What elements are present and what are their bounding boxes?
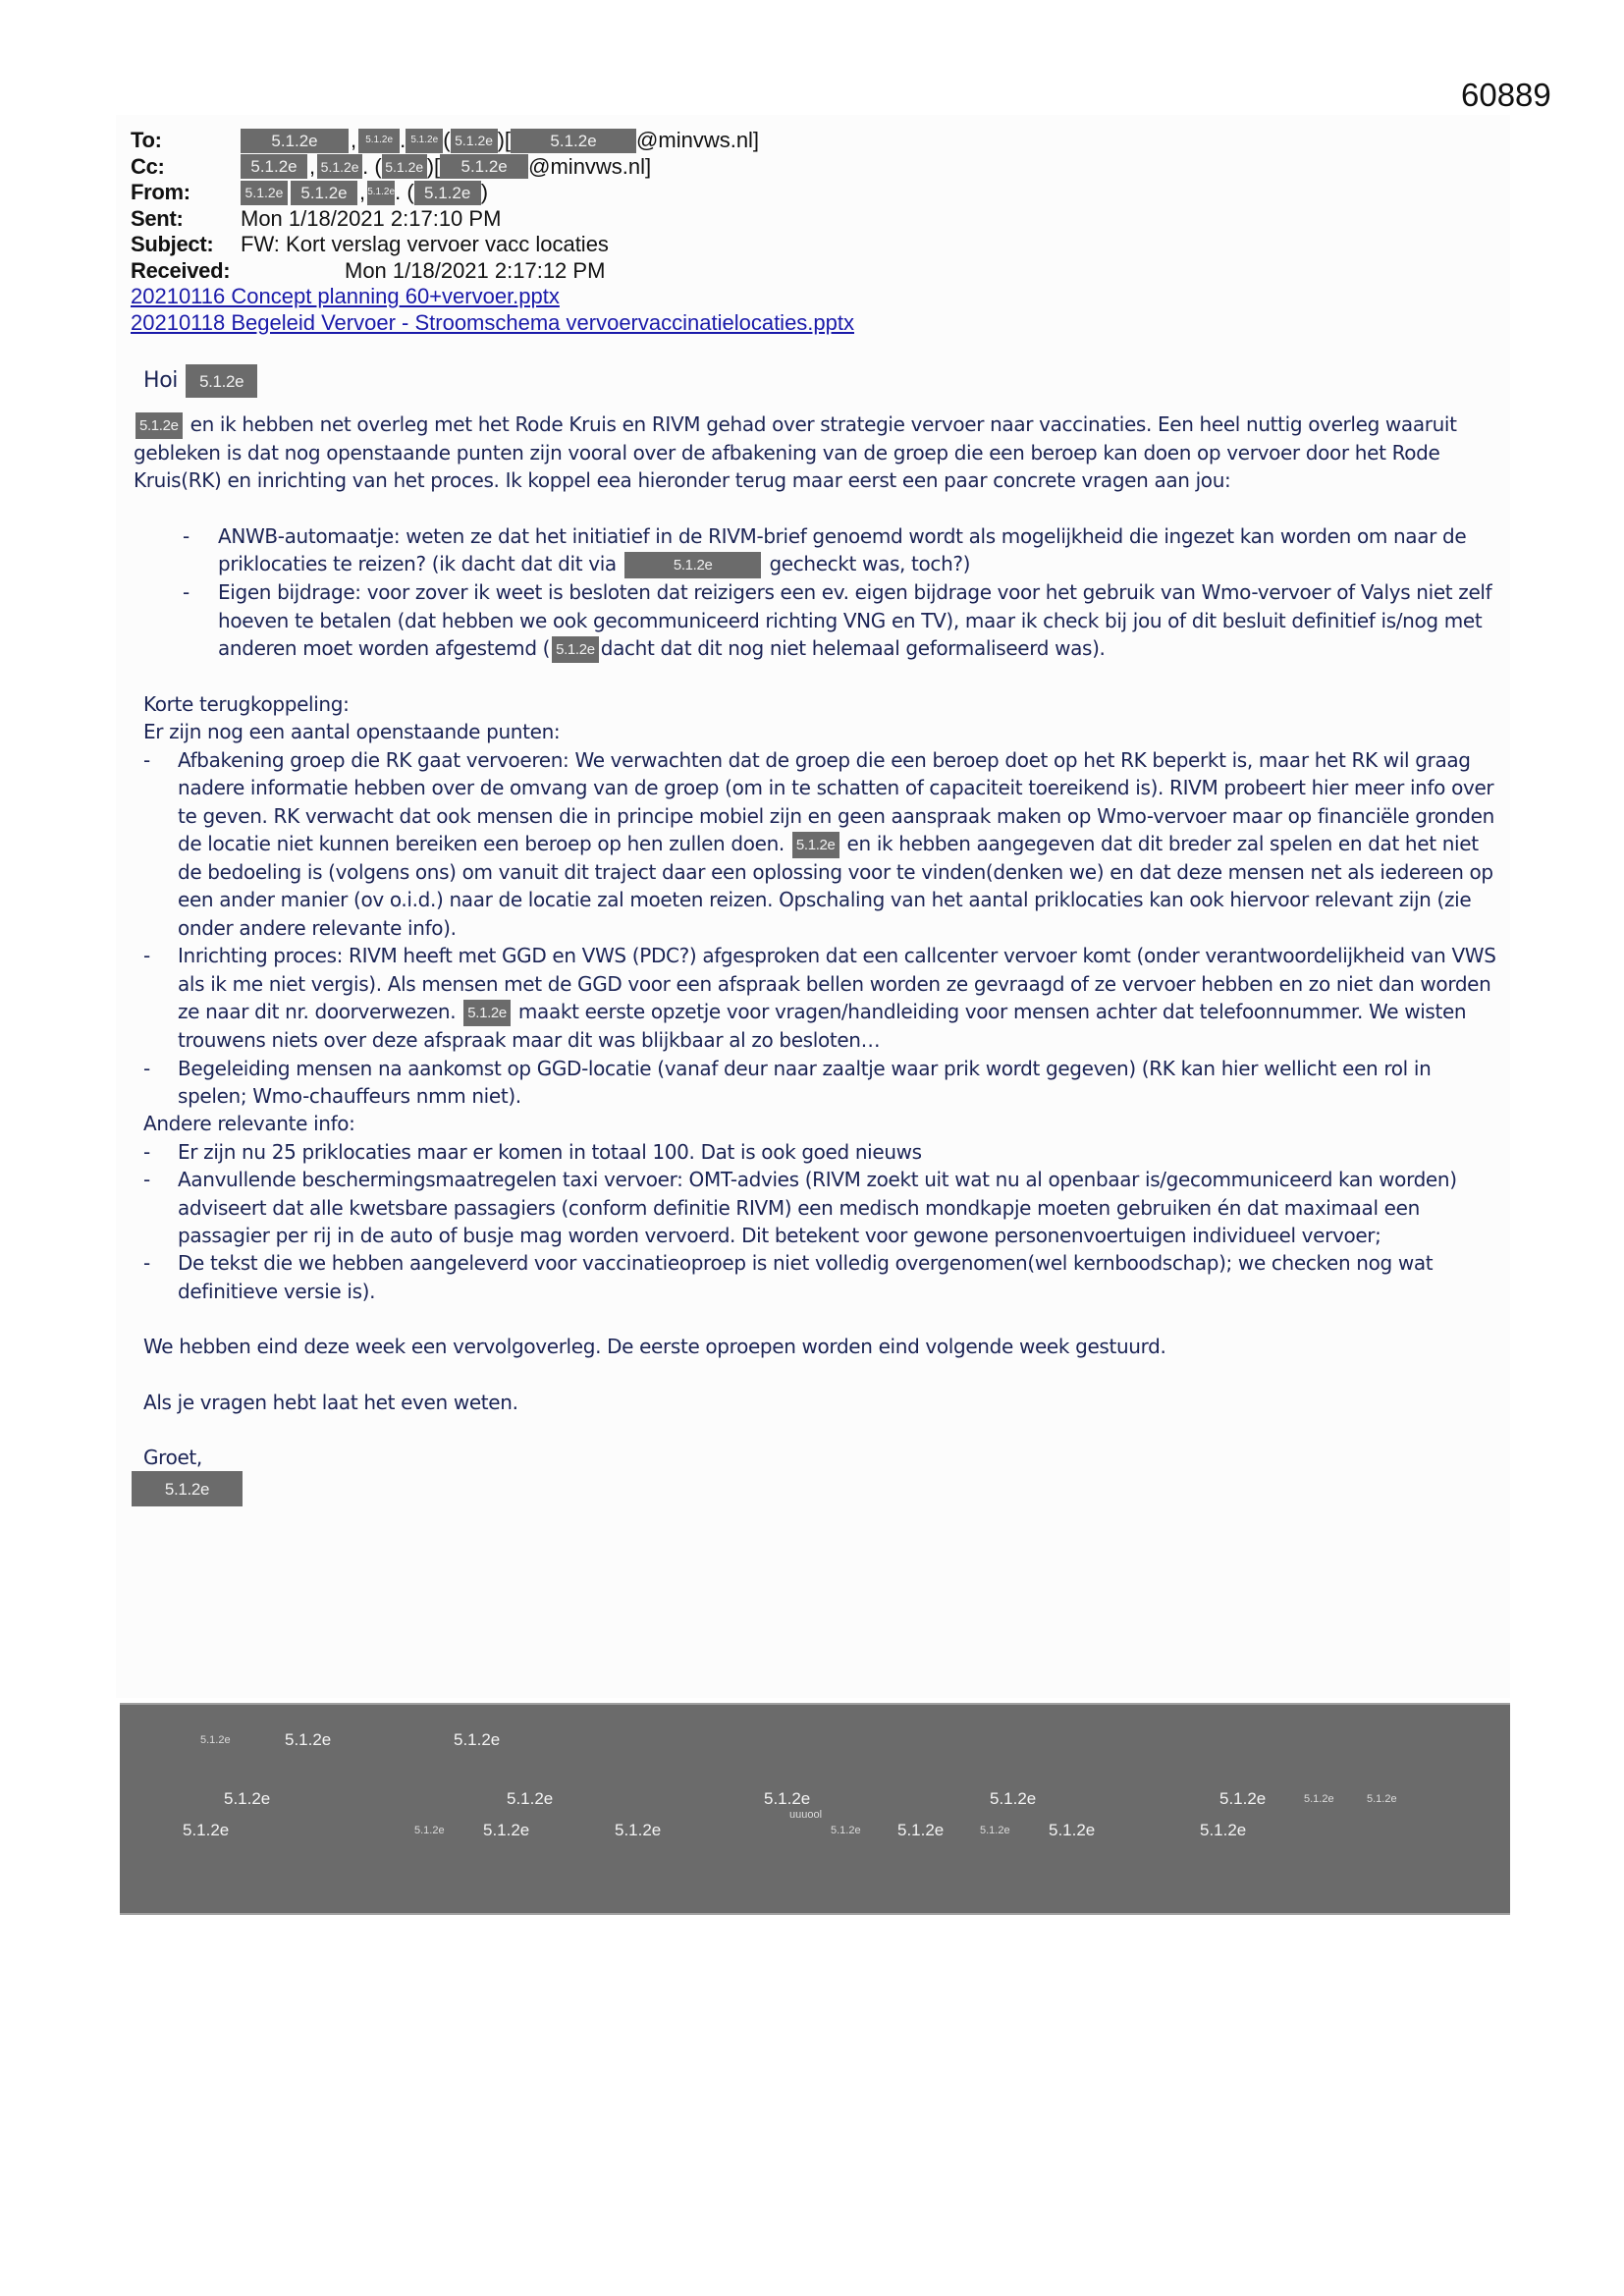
to-label: To:	[131, 128, 162, 152]
list-item	[143, 1055, 1503, 1111]
question-text: gecheckt was, toch?)	[769, 552, 971, 576]
attachment-link[interactable]: 20210116 Concept planning 60+vervoer.pptx	[131, 284, 560, 308]
point-text: en ik hebben aangegeven dat dit breder zal spelen en dat het niet de bedoeling is (volgens ons) om vanuit dit traject daar een oplossing voor te vinden(denken we) en dat deze mensen net als iedereen op een ander manier (ov o.i.d.) naar de locatie zal moeten reizen. Opschaling van het aantal priklocaties kan ook hiervoor relevant zijn (zie onder andere relevante info).	[178, 832, 1493, 940]
intro-paragraph	[134, 410, 1503, 495]
to-domain: @minvws.nl]	[636, 128, 760, 152]
text-fragment: uuuool	[789, 1809, 823, 1821]
subject-label: Subject:	[131, 232, 214, 256]
questions-list	[143, 522, 1503, 663]
subject-value: FW: Kort verslag vervoer vacc locaties	[241, 232, 609, 256]
redaction: 5.1.2e	[414, 181, 481, 205]
redaction-label: 5.1.2e	[183, 1821, 230, 1839]
closing-paragraph: Als je vragen hebt laat het even weten.	[143, 1390, 518, 1414]
question-text: dacht dat dit nog niet helemaal geformaliseerd was).	[600, 636, 1106, 661]
redaction: 5.1.2e	[241, 154, 307, 179]
open-points-list	[143, 746, 1503, 1110]
list-item	[143, 746, 1503, 942]
question-text: Eigen bijdrage: voor zover ik weet is besloten dat reizigers een ev. eigen bijdrage voor het gebruik van Wmo-vervoer of Valys niet zelf hoeven te betalen (dat hebben we ook gecommuniceerd richting VNG en TV), maar ik check bij jou of dit besluit definitief is/nog met anderen moet worden afgestemd (	[218, 580, 1492, 661]
cc-row: Cc: 5.1.2e , 5.1.2e . ( 5.1.2e )[ 5.1.2e @minvws.nl]	[131, 153, 652, 179]
sign-off: Groet,	[143, 1445, 202, 1469]
redaction-label: 5.1.2e	[764, 1789, 811, 1808]
greeting-text: Hoi	[143, 367, 179, 393]
point-text: Afbakening groep die RK gaat vervoeren: We verwachten dat de groep die een beroep doet op het RK beperkt is, maar het RK wil graag nadere informatie hebben over de omvang van de groep (om in te schatten of capaciteit toereikend is). RIVM probeert hier meer info over te geven. RK verwacht dat ook mensen die in principe mobiel zijn en geen aanspraak maken op Wmo-vervoer maar op financiële gronden de locatie niet kunnen bereiken een beroep op hen zullen doen.	[178, 747, 1494, 856]
page-number: 60889	[1461, 77, 1551, 113]
point-text: maakt eerste opzetje voor vragen/handleiding voor mensen achter dat telefoonnummer. We wisten trouwens niets over deze afspraak maar dit was blijkbaar al zo besloten…	[178, 1000, 1467, 1053]
redaction-label: 5.1.2e	[1200, 1821, 1247, 1839]
redaction: 5.1.2e	[241, 181, 288, 205]
redaction-label: 5.1.2e	[285, 1730, 332, 1749]
redaction: 5.1.2e	[511, 129, 636, 153]
redaction-label: 5.1.2e	[897, 1821, 945, 1839]
redaction-label: 5.1.2e	[454, 1730, 501, 1749]
from-label: From:	[131, 180, 190, 204]
redaction-label: 5.1.2e	[414, 1825, 445, 1836]
from-row: From: 5.1.2e 5.1.2e , 5.1.2e . ( 5.1.2e )	[131, 180, 489, 204]
question-text: ANWB-automaatje: weten ze dat het initiatief in de RIVM-brief genoemd wordt als mogelijkheid die ingezet kan worden om naar de priklocaties te reizen? (ik dacht dat dit via	[218, 523, 1467, 576]
redaction-label: 5.1.2e	[483, 1821, 530, 1839]
redacted-signature-block	[120, 1703, 1510, 1915]
redaction: 5.1.2e	[241, 129, 349, 153]
point-text: Begeleiding mensen na aankomst op GGD-locatie (vanaf deur naar zaaltje waar prik wordt gegeven) (RK kan hier wellicht een rol in spelen; Wmo-chauffeurs nmm niet).	[178, 1056, 1432, 1108]
redaction: 5.1.2e	[463, 1000, 511, 1026]
redaction: 5.1.2e	[792, 832, 839, 858]
redaction: 5.1.2e	[382, 154, 427, 179]
redaction: 5.1.2e	[358, 129, 400, 153]
other-info-list	[143, 1138, 1503, 1305]
redaction: 5.1.2e	[440, 154, 528, 179]
redaction-label: 5.1.2e	[507, 1789, 554, 1808]
followup-paragraph: We hebben eind deze week een vervolgoverleg. De eerste oproepen worden eind volgende week gestuurd.	[143, 1335, 1166, 1359]
other-info-heading: Andere relevante info:	[143, 1112, 355, 1136]
redaction-label: 5.1.2e	[990, 1789, 1037, 1808]
redaction-label: 5.1.2e	[1049, 1821, 1096, 1839]
redaction-label: 5.1.2e	[200, 1734, 231, 1746]
redaction: 5.1.2e	[624, 552, 762, 578]
redaction-label: 5.1.2e	[1304, 1793, 1334, 1805]
sent-row	[131, 206, 854, 233]
subject-row	[131, 232, 854, 258]
sent-value: Mon 1/18/2021 2:17:10 PM	[241, 205, 502, 231]
received-label: Received:	[131, 257, 231, 283]
signature-redaction: 5.1.2e	[132, 1471, 243, 1506]
email-body	[134, 363, 1503, 1506]
cc-label: Cc:	[131, 153, 165, 179]
feedback-heading: Korte terugkoppeling:	[143, 692, 350, 717]
redaction-label: 5.1.2e	[224, 1789, 271, 1808]
list-item: - Aanvullende beschermingsmaatregelen taxi vervoer: OMT-advies (RIVM zoekt uit wat nu al openbaar is/gecommuniceerd kan worden) adviseert dat alle kwetsbare passagiers (conform definitie RIVM) een medisch mondkapje moeten gebruiken én dat maximaal een passagier per rij in de auto of busje mag worden vervoerd. Dit betekent voor gewone personenvoertuigen individueel vervoer;	[143, 1166, 1503, 1249]
redaction: 5.1.2e	[291, 181, 357, 205]
list-item	[143, 942, 1503, 1054]
attachment-link[interactable]: 20210118 Begeleid Vervoer - Stroomschema vervoervaccinatielocaties.pptx	[131, 309, 854, 335]
redaction-label: 5.1.2e	[1367, 1793, 1397, 1805]
redaction-label: 5.1.2e	[980, 1825, 1010, 1836]
redaction: 5.1.2e	[186, 364, 257, 398]
redaction: 5.1.2e	[451, 129, 498, 153]
redaction-label: 5.1.2e	[831, 1825, 861, 1836]
email-header	[131, 128, 854, 336]
redaction: 5.1.2e	[406, 129, 443, 153]
point-text: Inrichting proces: RIVM heeft met GGD en VWS (PDC?) afgesproken dat een callcenter vervoer komt (onder verantwoordelijkheid van VWS als ik me niet vergis). Als mensen met de GGD voor een afspraak bellen worden ze gevraagd of ze vervoer hebben en zo niet dan worden ze naar dit nr. doorverwezen.	[178, 944, 1496, 1024]
redaction: 5.1.2e	[135, 412, 183, 439]
received-row	[131, 258, 854, 285]
list-item	[183, 522, 1503, 578]
list-item: - De tekst die we hebben aangeleverd voor vaccinatieoproep is niet volledig overgenomen(wel kernboodschap); we checken nog wat definitieve versie is).	[143, 1249, 1503, 1305]
list-item: - Er zijn nu 25 priklocaties maar er komen in totaal 100. Dat is ook goed nieuws	[143, 1138, 1503, 1166]
sent-label: Sent:	[131, 205, 184, 231]
greeting	[143, 363, 1503, 399]
intro-text: en ik hebben net overleg met het Rode Kruis en RIVM gehad over strategie vervoer naar vaccinaties. Een heel nuttig overleg waaruit gebleken is dat nog openstaande punten zijn vooral over de afbakening van de groep die een beroep kan doen op vervoer door het Rode Kruis(RK) en inrichting van het proces. Ik koppel eea hieronder terug maar eerst een paar concrete vragen aan jou:	[134, 412, 1457, 493]
open-points-heading: Er zijn nog een aantal openstaande punten:	[143, 720, 561, 744]
redaction: 5.1.2e	[367, 181, 395, 205]
redaction: 5.1.2e	[552, 636, 599, 663]
received-value: Mon 1/18/2021 2:17:12 PM	[345, 257, 606, 283]
redaction: 5.1.2e	[317, 154, 362, 179]
redaction-label: 5.1.2e	[1219, 1789, 1267, 1808]
redaction-label: 5.1.2e	[615, 1821, 662, 1839]
to-row: To: 5.1.2e , 5.1.2e . 5.1.2e ( 5.1.2e )[ 5.1.2e @minvws.nl]	[131, 128, 760, 152]
list-item	[183, 578, 1503, 663]
cc-domain: @minvws.nl]	[528, 153, 652, 179]
